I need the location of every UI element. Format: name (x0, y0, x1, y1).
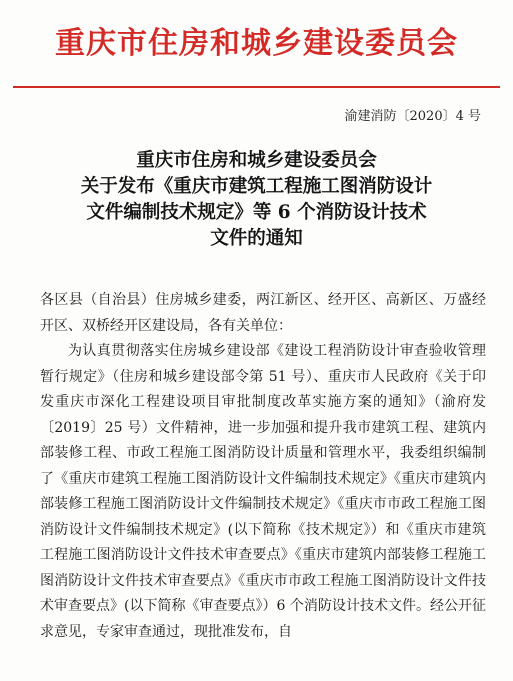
issuing-authority-header: 重庆市住房和城乡建设委员会 (55, 26, 458, 61)
title-line-4: 文件的通知 (210, 228, 303, 249)
title-line-3: 文件编制技术规定》等 6 个消防设计技术 (86, 202, 427, 223)
title-line-2: 关于发布《重庆市建筑工程施工图消防设计 (80, 176, 433, 197)
document-number: 渝建消防〔2020〕4 号 (344, 109, 481, 124)
red-divider-line (13, 86, 500, 88)
body-paragraph: 为认真贯彻落实住房城乡建设部《建设工程消防设计审查验收管理暂行规定》（住房和城乡建设部令第 51 号）、重庆市人民政府《关于印发重庆市深化工程建设项目审批制度改革实施方案的通知》（渝府发〔2019〕25 号）文件精神，进一步加强和提升我市建筑工程、建筑内部装修工程、市政工程施工图消防设计质量和管理水平，我委组织编制了《重庆市建筑工程施工图消防设计文件编制技术规定》《重庆市建筑内部装修工程施工图消防设计文件编制技术规定》《重庆市市政工程施工图消防设计文件编制技术规定》(以下简称《技术规定》）和《重庆市建筑工程施工图消防设计文件技术审查要点》《重庆市建筑内部装修工程施工图消防设计文件技术审查要点》《重庆市市政工程施工图消防设计文件技术审查要点》(以下简称《审查要点》）6 个消防设计技术文件。经公开征求意见，专家审查通过，现批准发布，自 (40, 343, 486, 640)
salutation-recipients: 各区县（自治县）住房城乡建委，两江新区、经开区、高新区、万盛经开区、双桥经开区建设局，各有关单位： (40, 292, 486, 334)
notice-title (0, 148, 513, 252)
title-line-1: 重庆市住房和城乡建设委员会 (136, 150, 377, 171)
